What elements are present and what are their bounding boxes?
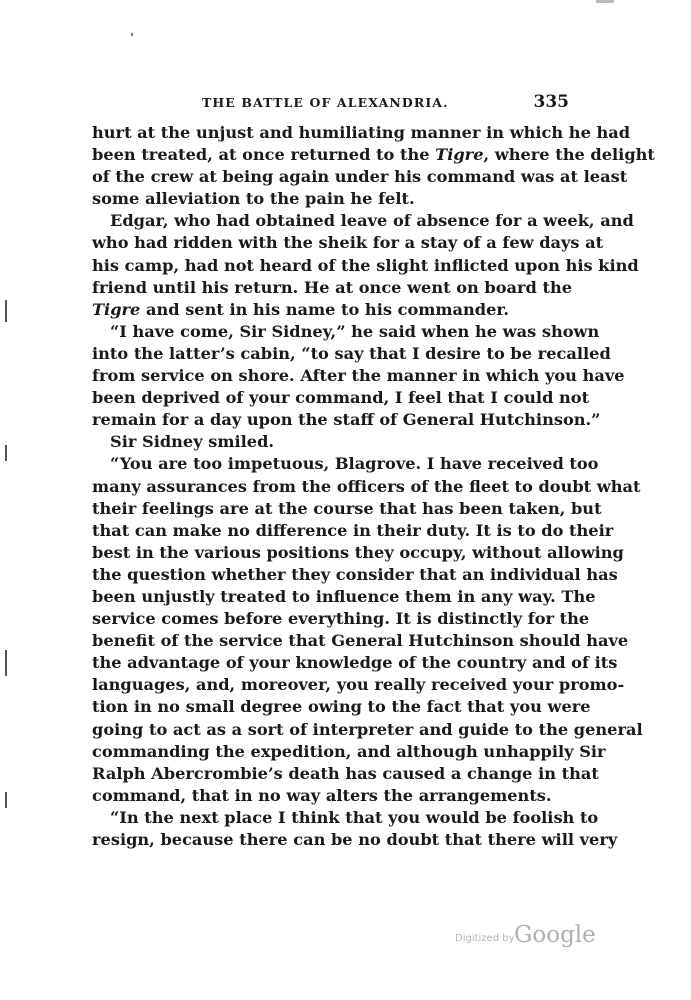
text-segment: some alleviation to the pain he felt. [92,189,415,209]
text-line [92,542,624,564]
text-line [92,343,611,365]
text-line [92,498,602,520]
text-line [92,696,591,718]
text-segment: the question whether they consider that an individual has [92,564,618,584]
margin-scan-tick [5,300,7,322]
body-text [92,122,655,851]
text-line [92,719,643,741]
margin-scan-tick [5,445,7,461]
text-segment: “You are too impetuous, Blagrove. I have received too [110,454,599,474]
text-line [92,586,596,608]
text-segment: languages, and, moreover, you really received your promo- [92,675,625,695]
text-segment: resign, because there can be no doubt that there will very [92,830,618,849]
text-segment: that can make no difference in their duty. It is to do their [92,520,614,540]
text-segment: his camp, had not heard of the slight inflicted upon his kind [92,255,639,275]
text-segment: into the latter’s cabin, “to say that I desire to be recalled [92,343,611,363]
text-line [92,741,606,763]
scan-edge-mark [596,0,614,3]
text-segment: the advantage of your knowledge of the country and of its [92,653,618,673]
text-segment: who had ridden with the sheik for a stay of a few days at [92,233,604,253]
text-segment: many assurances from the officers of the fleet to doubt what [92,476,641,496]
text-line [92,564,618,586]
text-segment: their feelings are at the course that has been taken, but [92,498,602,518]
text-line [92,166,628,188]
text-line [92,277,573,299]
watermark-brand: Google [514,922,596,948]
text-line [92,785,569,807]
text-line [92,763,599,785]
text-segment: tion in no small degree owing to the fact that you were [92,697,591,717]
text-line [92,520,614,542]
text-segment: , where the delight [483,145,655,165]
text-line [92,365,625,387]
text-line [92,321,600,343]
text-segment: hurt at the unjust and humiliating manner in which he had [92,123,631,142]
text-segment: best in the various positions they occupy, without allowing [92,542,624,562]
text-segment: Sir Sidney smiled. [110,432,275,452]
text-segment: service comes before everything. It is distinctly for the [92,609,590,629]
text-line [92,431,569,453]
watermark-prefix: Digitized by [455,933,515,944]
page-header [92,92,572,116]
text-line [92,652,618,674]
text-segment: going to act as a sort of interpreter and guide to the general [92,719,643,739]
text-segment: friend until his return. He at once went on board the [92,277,573,297]
margin-scan-tick [5,792,7,808]
italic-text: Tigre [435,145,484,165]
italic-text: Tigre [92,299,141,319]
text-line [92,210,634,232]
text-segment: been treated, at once returned to the [92,145,436,165]
text-segment: “I have come, Sir Sidney,” he said when he was shown [110,321,600,341]
page-number: 335 [533,92,569,112]
text-segment: been deprived of your command, I feel that I could not [92,388,590,408]
text-line [92,188,569,210]
text-line [92,144,655,166]
text-line [92,476,641,498]
text-segment: Ralph Abercrombie’s death has caused a change in that [92,763,599,783]
digitized-by-watermark [455,922,605,952]
text-segment: of the crew at being again under his command was at least [92,167,628,187]
running-head: THE BATTLE OF ALEXANDRIA. [202,95,449,110]
text-segment: been unjustly treated to influence them in any way. The [92,586,596,606]
text-segment: remain for a day upon the staff of General Hutchinson.” [92,410,601,430]
text-line [92,608,590,630]
text-segment: command, that in no way alters the arrangements. [92,785,552,805]
text-line [92,232,604,254]
text-segment: benefit of the service that General Hutchinson should have [92,631,629,651]
text-segment: commanding the expedition, and although unhappily Sir [92,741,606,761]
text-line [92,829,618,851]
text-line [92,299,569,321]
text-segment: from service on shore. After the manner in which you have [92,366,625,386]
text-line [92,255,639,277]
text-segment: “In the next place I think that you would be foolish to [110,807,599,827]
text-segment: and sent in his name to his commander. [140,299,510,319]
text-line [92,807,599,829]
text-segment: Edgar, who had obtained leave of absence for a week, and [110,211,634,231]
text-line [92,630,629,652]
text-line [92,122,631,144]
text-line [92,409,601,431]
text-line [92,387,590,409]
scan-speck [131,33,133,36]
text-line [92,453,599,475]
text-line [92,674,625,696]
margin-scan-tick [5,650,7,676]
